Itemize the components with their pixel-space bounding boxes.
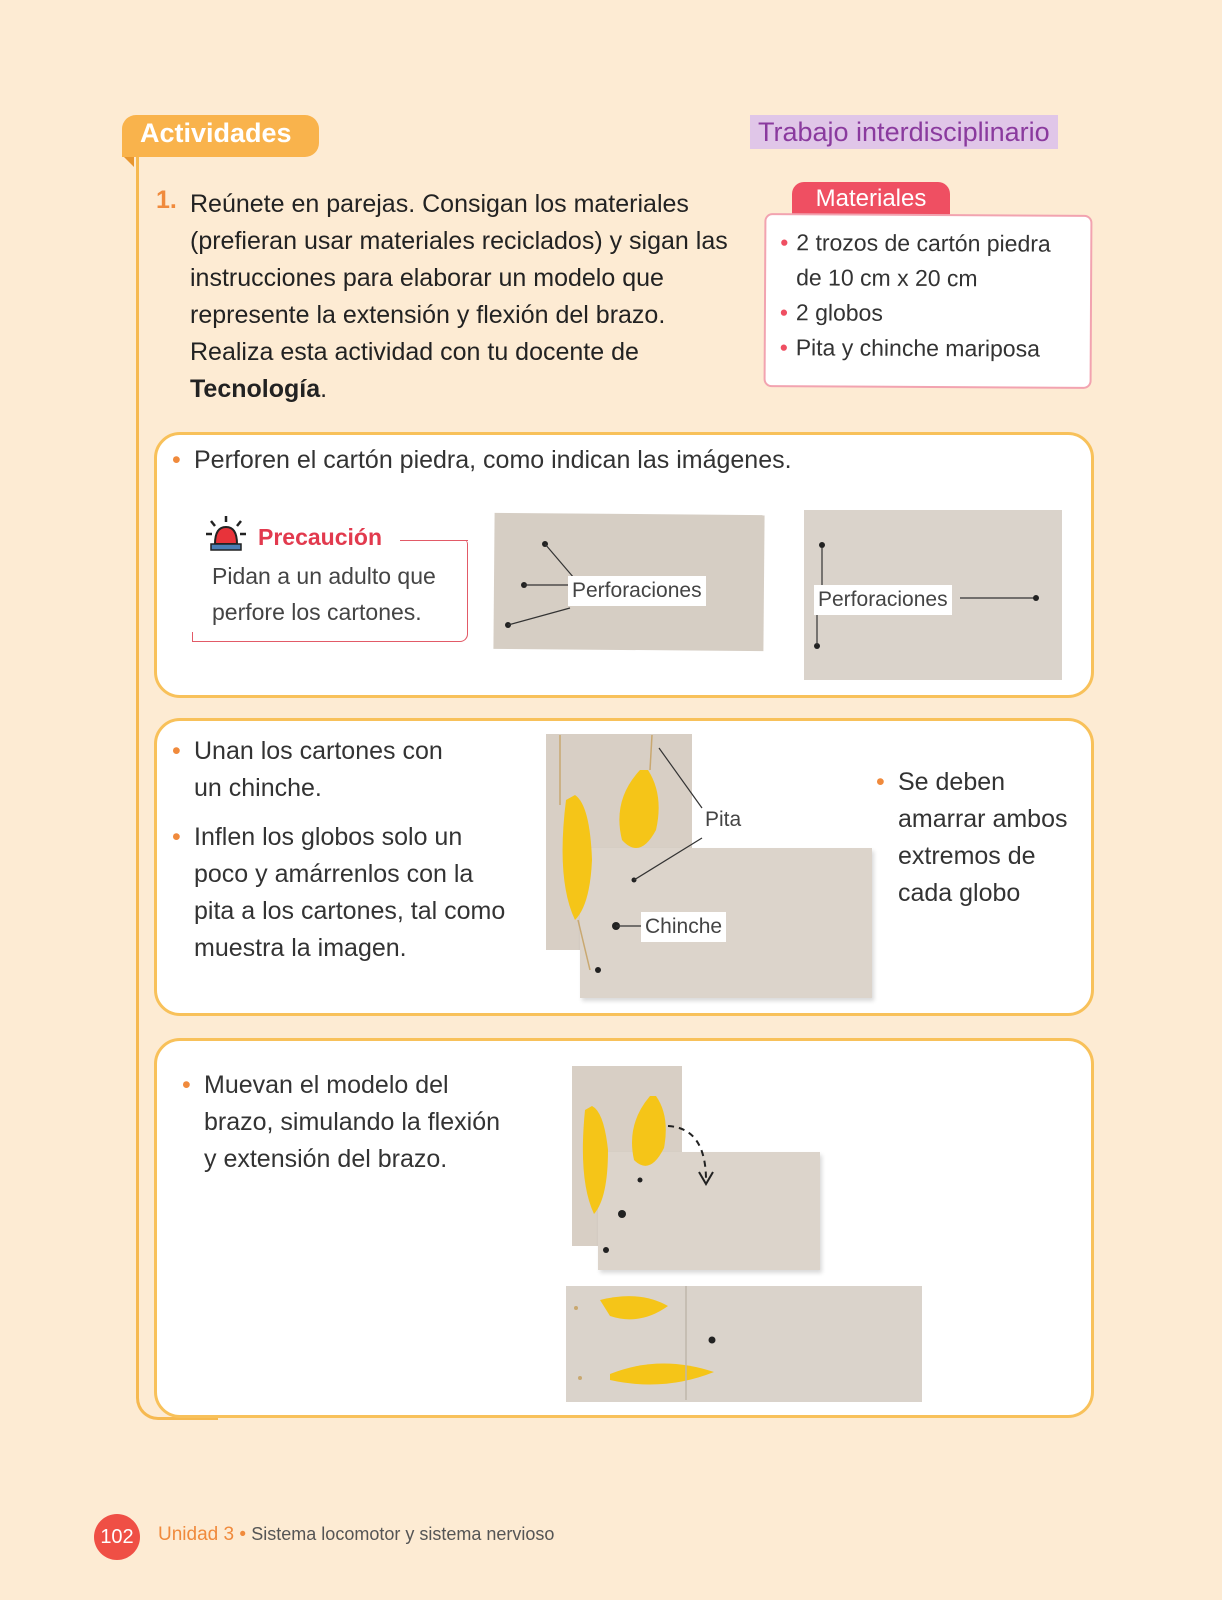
activity-text-end: . (320, 375, 328, 403)
material-item: • 2 globos (780, 295, 1078, 332)
perforations-label-left: Perforaciones (568, 576, 706, 606)
activities-tab-label: Actividades (140, 118, 292, 148)
footer-unit-name: Unidad 3 (158, 1524, 235, 1545)
perforations-label-right: Perforaciones (814, 585, 952, 615)
step2-note: • Se deben amarrar ambos extremos de cada globo (876, 764, 1076, 912)
footer-separator: • (239, 1524, 246, 1545)
step2-bullet-join: • Unan los cartones con un chinche. (172, 733, 472, 807)
activity-number: 1. (156, 186, 177, 214)
activity-text-bold: Tecnología (190, 375, 321, 403)
interdisciplinary-label: Trabajo interdisciplinario (758, 117, 1050, 147)
materials-title: Materiales (815, 185, 927, 212)
string-label: Pita (705, 808, 742, 831)
thumbtack-label: Chinche (641, 912, 726, 942)
step1-bullet: • Perforen el cartón piedra, como indican las imágenes. (172, 442, 792, 479)
activity-text-main: Reúnete en parejas. Consigan los materiales (prefieran usar materiales reciclados) y sigan las instrucciones para elaborar un modelo que represente la extensión y flexión del brazo. Realiza esta actividad con tu docente de (190, 190, 728, 366)
step3-bullet: • Muevan el modelo del brazo, simulando la flexión y extensión del brazo. (182, 1067, 512, 1178)
footer-subject: Sistema locomotor y sistema nervioso (251, 1524, 555, 1544)
material-item: • 2 trozos de cartón piedra de 10 cm x 20 cm (780, 225, 1078, 297)
step2-bullet-inflate: • Inflen los globos solo un poco y amárrenlos con la pita a los cartones, tal como muestra la imagen. (172, 819, 512, 967)
page-number: 102 (94, 1514, 140, 1560)
caution-title: Precaución (258, 524, 382, 550)
material-item: • Pita y chinche mariposa (780, 330, 1078, 367)
footer-unit (158, 1524, 554, 1546)
caution-text: Pidan a un adulto que perfore los cartones. (212, 563, 436, 625)
